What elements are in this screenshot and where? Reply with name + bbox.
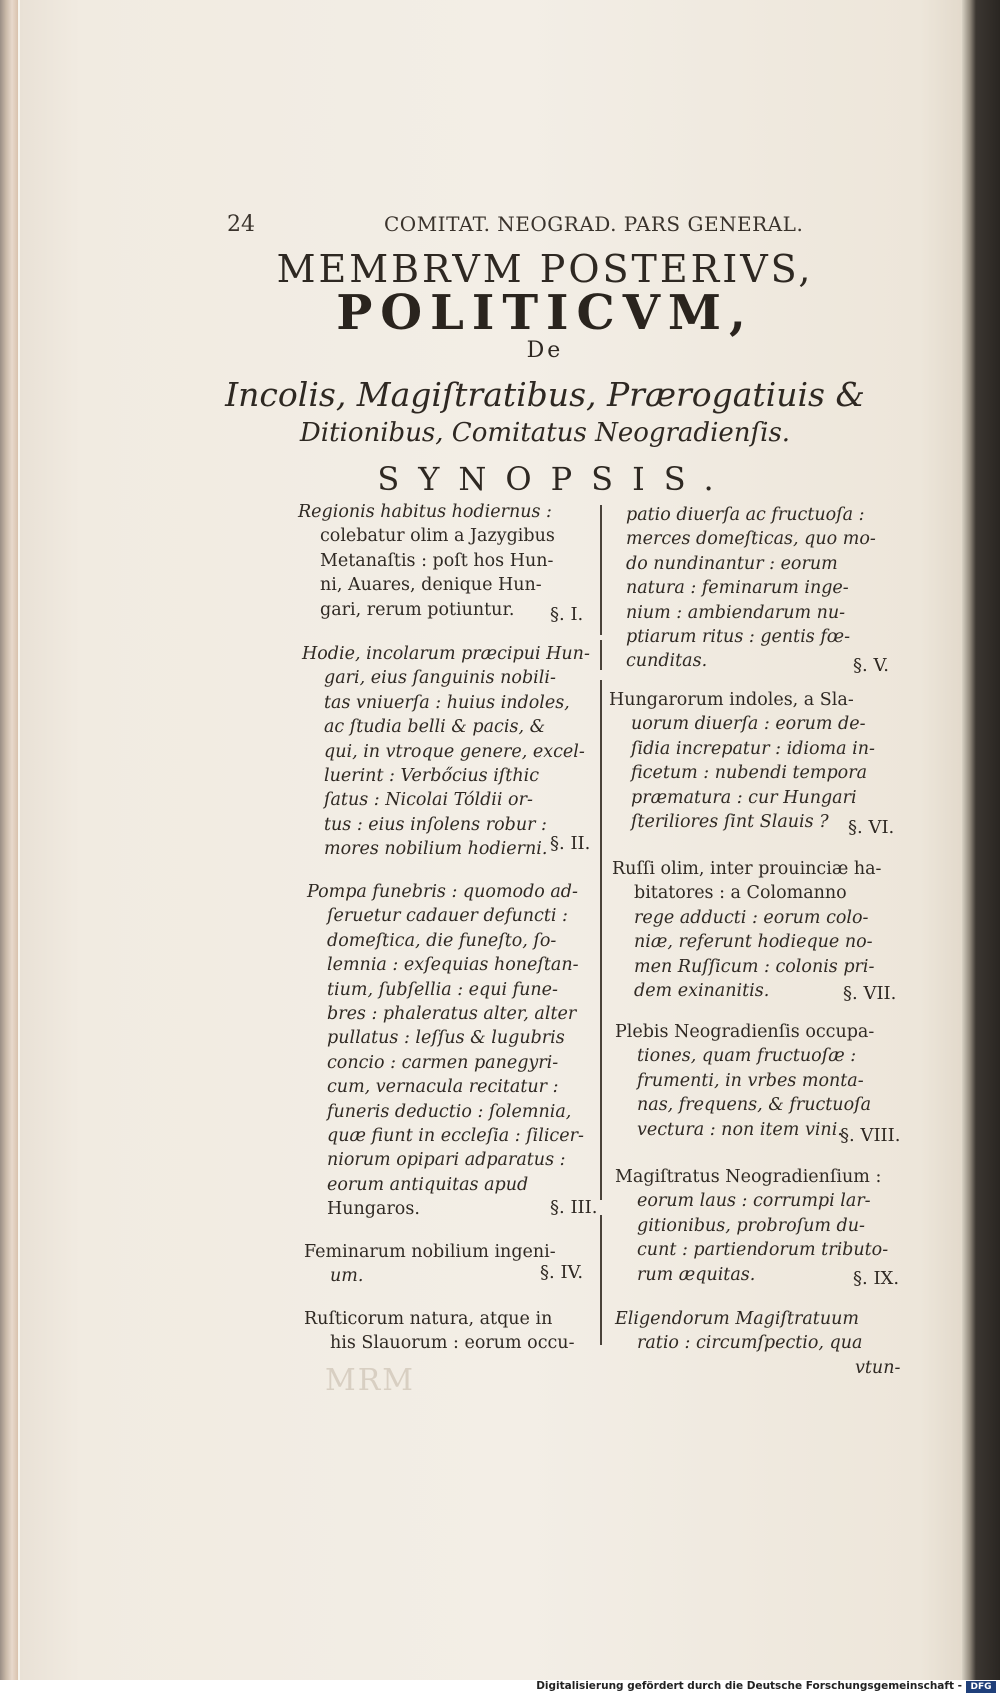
entry-line: Hungarorum indoles, a Sla- — [609, 690, 854, 710]
paragraph-mark: §. IX. — [853, 1268, 900, 1289]
running-head: COMITAT. NEOGRAD. PARS GENERAL. — [384, 212, 804, 236]
entry-line: patio diuerſa ac fructuoſa : — [626, 505, 865, 525]
entry-line: quæ fiunt in eccleſia : ſilicer- — [327, 1126, 584, 1147]
entry-line: niorum opipari adparatus : — [327, 1150, 566, 1171]
entry-line: ratio : circumſpectio, qua — [637, 1333, 863, 1354]
entry-line: men Ruſſicum : colonis pri- — [634, 956, 875, 977]
column-divider — [600, 1215, 602, 1345]
entry-line: præmatura : cur Hungari — [631, 787, 857, 808]
synopsis-entry-2 — [302, 642, 590, 862]
entry-line: Hodie, incolarum præcipui Hun- — [302, 644, 590, 664]
entry-line: domeſtica, die funeſto, ſo- — [327, 930, 557, 951]
entry-line: bitatores : a Colomanno — [634, 883, 847, 904]
entry-line: gari, rerum potiuntur. — [320, 599, 515, 620]
entry-line: do nundinantur : eorum — [626, 553, 838, 574]
entry-line: dem exinanitis. — [634, 981, 770, 1002]
entry-line: concio : carmen panegyri- — [327, 1052, 559, 1073]
entry-line: Feminarum nobilium ingeni- — [304, 1242, 556, 1262]
entry-line: funeris deductio : ſolemnia, — [327, 1101, 572, 1122]
entry-line: mores nobilium hodierni. — [324, 839, 548, 860]
synopsis-entry-4 — [304, 1240, 556, 1289]
entry-line: ſidia increpatur : idioma in- — [631, 738, 875, 759]
entry-line: tiones, quam fructuoſæ : — [637, 1046, 857, 1067]
entry-line: Magiſtratus Neogradienſium : — [615, 1167, 882, 1187]
entry-line: ac ſtudia belli & pacis, & — [324, 717, 546, 738]
entry-line: Eligendorum Magiſtratuum — [615, 1309, 859, 1329]
entry-line: niæ, referunt hodieque no- — [634, 932, 873, 953]
entry-line: bres : phaleratus alter, alter — [327, 1004, 577, 1025]
entry-line: cum, vernacula recitatur : — [327, 1077, 559, 1098]
paragraph-mark: §. II. — [550, 833, 591, 854]
subtitle-line-1: Incolis, Magiſtratibus, Prærogatiuis & — [225, 375, 865, 414]
paragraph-mark: §. VIII. — [840, 1125, 901, 1146]
paragraph-mark: §. VI. — [848, 817, 895, 838]
synopsis-entry-9 — [615, 1020, 874, 1142]
entry-line: Plebis Neogradienſis occupa- — [615, 1022, 875, 1042]
entry-line: Ruſſi olim, inter prouinciæ ha- — [612, 859, 882, 879]
synopsis-entry-11 — [615, 1307, 900, 1380]
synopsis-entry-6 — [626, 503, 876, 674]
entry-line: vtun- — [855, 1357, 901, 1378]
entry-line: tus : eius inſolens robur : — [324, 814, 547, 835]
entry-line: Hungaros. — [327, 1199, 420, 1220]
synopsis-entry-5 — [304, 1307, 575, 1356]
footer-bar — [0, 1680, 1000, 1695]
entry-line: lemnia : exſequias honeſtan- — [327, 955, 579, 976]
entry-line: Metanaſtis : poſt hos Hun- — [320, 550, 554, 571]
entry-line: nium : ambiendarum nu- — [626, 602, 846, 623]
column-divider — [600, 680, 602, 1200]
synopsis-entry-3 — [307, 880, 584, 1222]
synopsis-entry-7 — [609, 688, 875, 834]
entry-line: ſeruetur cadauer defuncti : — [327, 906, 568, 927]
paragraph-mark: §. V. — [853, 655, 890, 676]
synopsis-entry-10 — [615, 1165, 888, 1287]
dfg-logo: DFG — [966, 1681, 996, 1693]
column-divider — [600, 640, 602, 670]
entry-line: eorum antiquitas apud — [327, 1174, 529, 1195]
entry-line: qui, in vtroque genere, excel- — [324, 741, 585, 762]
entry-line: ptiarum ritus : gentis fœ- — [626, 627, 851, 648]
paragraph-mark: §. III. — [550, 1197, 598, 1218]
paragraph-mark: §. I. — [550, 604, 584, 625]
entry-line: merces domeſticas, quo mo- — [626, 529, 876, 550]
entry-line: rum æquitas. — [637, 1264, 756, 1285]
entry-line: cunt : partiendorum tributo- — [637, 1240, 889, 1261]
synopsis-entry-1 — [298, 500, 555, 622]
entry-line: his Slauorum : eorum occu- — [330, 1333, 575, 1354]
page-number: 24 — [227, 212, 255, 237]
entry-line: gari, eius ſanguinis nobili- — [324, 668, 556, 689]
synopsis-heading: SYNOPSIS. — [377, 460, 733, 498]
entry-line: ſatus : Nicolai Tóldii or- — [324, 790, 533, 811]
bleed-through-ghost-text: MRM — [325, 1363, 416, 1398]
entry-line: uorum diuerſa : eorum de- — [631, 714, 866, 735]
title-line-1: MEMBRVM POSTERIVS, — [276, 247, 814, 291]
paragraph-mark: §. IV. — [540, 1262, 584, 1283]
entry-line: natura : feminarum inge- — [626, 578, 849, 599]
column-divider — [600, 505, 602, 635]
footer-credit: Digitalisierung gefördert durch die Deutsche Forschungsgemeinschaft - — [536, 1680, 962, 1692]
entry-line: luerint : Verbőcius iſthic — [324, 766, 539, 787]
entry-line: cunditas. — [626, 651, 708, 672]
entry-line: vectura : non item vini. — [637, 1119, 843, 1140]
entry-line: tium, ſubſellia : equi fune- — [327, 979, 558, 1000]
entry-line: pullatus : leſſus & lugubris — [327, 1028, 565, 1049]
entry-line: ni, Auares, denique Hun- — [320, 575, 542, 596]
entry-line: Regionis habitus hodiernus : — [298, 502, 552, 522]
entry-line: ficetum : nubendi tempora — [631, 763, 868, 784]
title-line-2: POLITICVM, — [336, 285, 754, 341]
entry-line: colebatur olim a Jazygibus — [320, 526, 555, 547]
entry-line: rege adducti : eorum colo- — [634, 907, 869, 928]
entry-line: eorum laus : corrumpi lar- — [637, 1191, 871, 1212]
title-de: De — [526, 338, 564, 363]
subtitle-line-2: Ditionibus, Comitatus Neogradienſis. — [299, 418, 791, 448]
entry-line: ſteriliores ſint Slauis ? — [631, 812, 829, 833]
entry-line: gitionibus, probroſum du- — [637, 1215, 865, 1236]
synopsis-entry-8 — [612, 857, 881, 1003]
entry-line: Pompa funebris : quomodo ad- — [307, 882, 578, 902]
entry-line: um. — [330, 1266, 364, 1287]
entry-line: nas, frequens, & fructuoſa — [637, 1095, 872, 1116]
entry-line: Ruſticorum natura, atque in — [304, 1309, 553, 1329]
paragraph-mark: §. VII. — [843, 983, 897, 1004]
entry-line: frumenti, in vrbes monta- — [637, 1070, 864, 1091]
entry-line: tas vniuerſa : huius indoles, — [324, 692, 570, 713]
